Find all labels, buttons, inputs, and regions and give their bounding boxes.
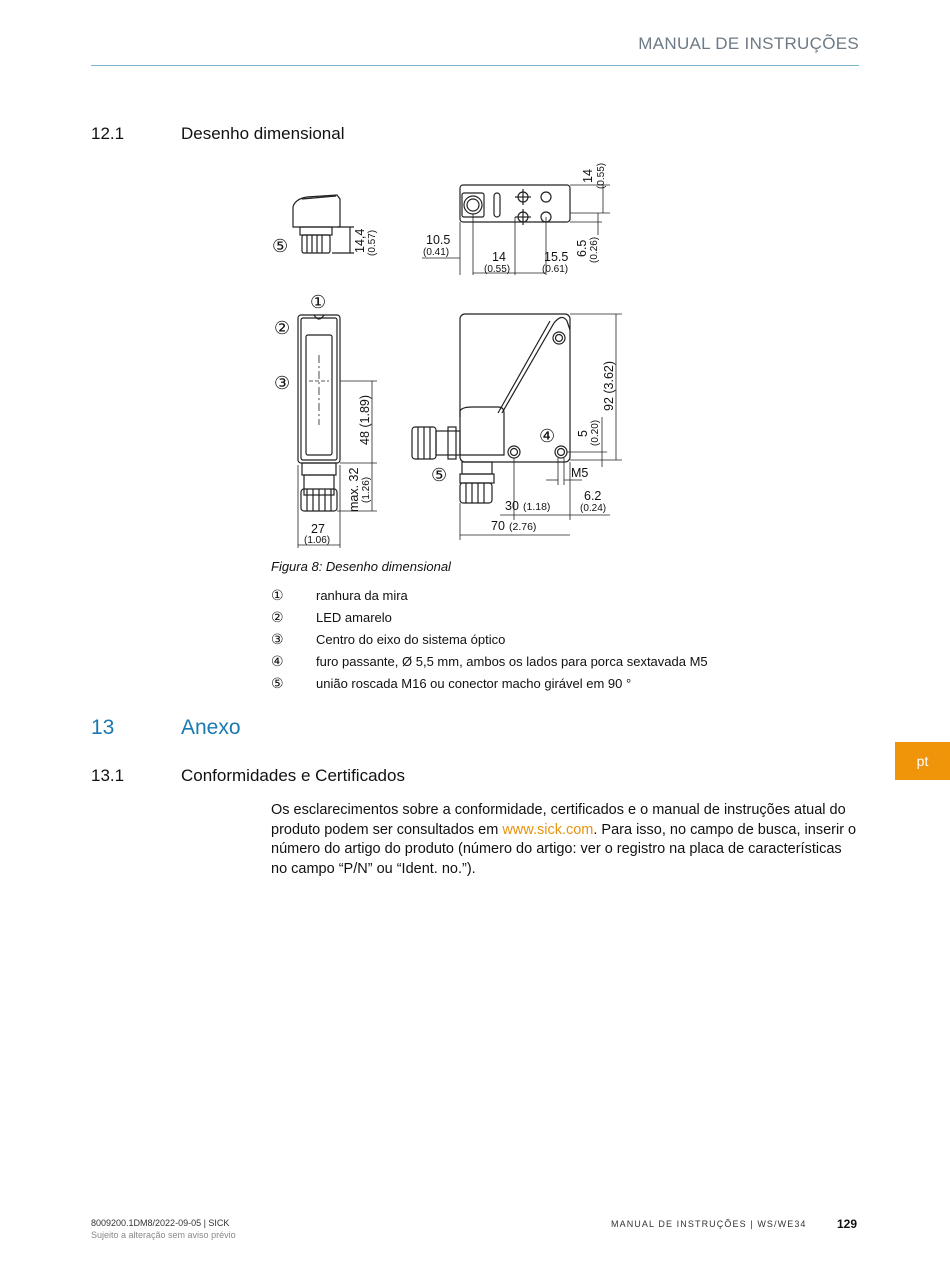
header-rule [91,65,859,66]
dim-6-5-in: (0.26) [589,236,600,263]
dim-5-in: (0.20) [590,419,601,446]
legend-number: ② [271,608,284,625]
dim-14-bottom-in: (0.55) [484,264,511,275]
callout-5-top: ⑤ [272,236,289,256]
callout-1: ① [310,292,327,312]
dim-92: 92 (3.62) [602,360,616,411]
dim-27: 27 [311,522,325,536]
body-text-before-link: Os esclarecimentos sobre a conformidade, certificados e o manual de instruções atual do produto podem ser consultados em [271,802,846,838]
dim-max-32: max. 32 [347,467,361,512]
dim-10-5-in: (0.41) [423,247,450,258]
dim-48: 48 (1.89) [358,394,372,445]
dim-14-4-in: (0.57) [367,229,378,256]
dim-14-bottom: 14 [492,250,506,264]
footer-left [91,1218,236,1240]
legend-text: Centro do eixo do sistema óptico [316,631,506,647]
callout-2: ② [274,318,291,338]
body-paragraph [271,801,861,879]
language-tab[interactable]: pt [895,742,950,780]
legend-number: ⑤ [271,674,284,691]
section-number: 12.1 [91,124,125,143]
chapter-number: 13 [91,716,115,739]
legend-text: LED amarelo [316,609,392,625]
dim-15-5-in: (0.61) [542,264,569,275]
legend-number: ① [271,586,284,603]
dim-5: 5 [576,430,590,437]
legend-item [271,650,851,672]
dim-30-in: (1.18) [523,501,551,513]
legend-text: união roscada M16 ou conector macho girável em 90 ° [316,675,632,691]
page-number: 129 [837,1217,858,1231]
dim-14-top: 14 [581,169,595,183]
dimensional-drawing [262,155,632,555]
dim-m5: M5 [571,466,589,480]
callout-4: ④ [539,426,556,446]
figure-caption: Figura 8: Desenho dimensional [271,559,451,574]
legend-text: furo passante, Ø 5,5 mm, ambos os lados para porca sextavada M5 [316,653,708,669]
dim-70-in: (2.76) [509,521,537,533]
legend-number: ④ [271,652,284,669]
legend-item [271,606,851,628]
section-number: 13.1 [91,766,125,785]
website-link[interactable]: www.sick.com [502,821,594,838]
dim-6-2: 6.2 [584,489,602,503]
figure-legend [271,584,851,694]
footer-notice: Sujeito a alteração sem aviso prévio [91,1230,236,1240]
dim-30: 30 [505,499,519,513]
dim-27-in: (1.06) [304,535,331,546]
dim-max-32-in: (1.26) [361,476,372,503]
legend-number: ③ [271,630,284,647]
dim-70: 70 [491,519,505,533]
dim-14-4: 14,4 [353,228,367,253]
dim-6-2-in: (0.24) [580,503,607,514]
dim-10-5: 10.5 [426,233,451,247]
header-title: MANUAL DE INSTRUÇÕES [638,34,859,53]
footer-doc-id: 8009200.1DM8/2022-09-05 | SICK [91,1218,230,1228]
dim-14-top-in: (0.55) [596,162,607,189]
dim-15-5: 15.5 [544,250,569,264]
legend-item [271,672,851,694]
callout-5-bottom: ⑤ [431,465,448,485]
chapter-title: Anexo [181,716,241,739]
section-title: Desenho dimensional [181,124,345,143]
dim-6-5: 6.5 [575,239,589,257]
section-title: Conformidades e Certificados [181,766,405,785]
legend-item [271,584,851,606]
legend-item [271,628,851,650]
footer-manual: MANUAL DE INSTRUÇÕES | WS/WE34 [611,1219,807,1229]
legend-text: ranhura da mira [316,587,408,603]
body-text-after-link: . Para isso, no campo de busca, inserir o número do artigo do produto (número do artigo: ver o registro na placa de características no campo “P/N” ou “Ident. no.”). [271,821,857,877]
callout-3: ③ [274,373,291,393]
